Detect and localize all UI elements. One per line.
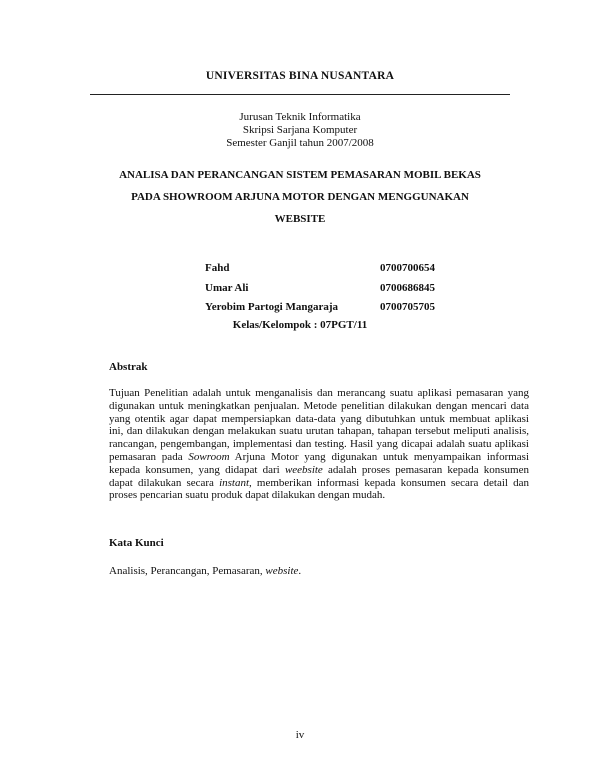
author-id: 0700700654 [380,262,435,274]
author-row [205,298,475,318]
keywords-heading: Kata Kunci [109,537,164,549]
abstract-body [109,387,529,502]
abstract-italic-2: weebsite [284,463,323,476]
abstract-text-1: Tujuan Penelitian adalah untuk menganalisis dan merancang suatu aplikasi pemasaran yang digunakan untuk meningkatkan penjualan. Metode penelitian dilakukan dengan mencari data yang otentik agar dapat mempersiapkan data-data yang dibutuhkan untuk membuat aplikasi ini, dan dilakukan dengan melakukan suatu urutan tahapan, tahapan tersebut meliputi analisis, rancangan, pengembangan, implementasi dan testing. Hasil yang dicapai adalah suatu aplikasi pemasaran pada [109,387,529,463]
author-name: Yerobim Partogi Mangaraja [205,301,338,313]
keywords-body [109,565,529,577]
author-name: Fahd [205,262,230,274]
class-group: Kelas/Kelompok : 07PGT/11 [232,319,368,331]
header-divider [90,94,510,95]
page-number: iv [295,729,305,741]
author-list [205,259,475,318]
abstract-text-2: Arjuna Motor yang digunakan untuk menyampaikan informasi kepada konsumen, yang didapat dari [109,450,530,476]
author-row [205,259,475,279]
author-name: Umar Ali [205,281,249,294]
university-name: UNIVERSITAS BINA NUSANTARA [205,70,395,82]
abstract-italic-3: instant [219,476,250,489]
abstract-text-4: , memberikan informasi kepada konsumen secara detail dan proses pencarian suatu produk dapat dilakukan dengan mudah. [109,476,530,502]
thesis-title [80,164,520,230]
program: Skripsi Sarjana Komputer [242,124,358,136]
title-line-3: WEBSITE [274,213,326,225]
abstract-text-3: adalah proses pemasaran kepada konsumen dapat dilakukan secara [109,463,529,489]
author-row [205,279,475,299]
title-line-2: PADA SHOWROOM ARJUNA MOTOR DENGAN MENGGUNAKAN [131,191,469,203]
abstract-heading: Abstrak [109,361,148,373]
abstract-italic-1: Sowroom [188,450,230,463]
keywords-text: Analisis, Perancangan, Pemasaran, [109,565,266,577]
keywords-end: . [298,565,302,577]
semester: Semester Ganjil tahun 2007/2008 [226,137,374,149]
keywords-italic: website [265,565,299,577]
author-id: 0700686845 [380,281,435,294]
institution-info [0,111,600,150]
department: Jurusan Teknik Informatika [239,111,361,123]
author-id: 0700705705 [380,301,435,313]
title-line-1: ANALISA DAN PERANCANGAN SISTEM PEMASARAN MOBIL BEKAS [119,169,481,181]
